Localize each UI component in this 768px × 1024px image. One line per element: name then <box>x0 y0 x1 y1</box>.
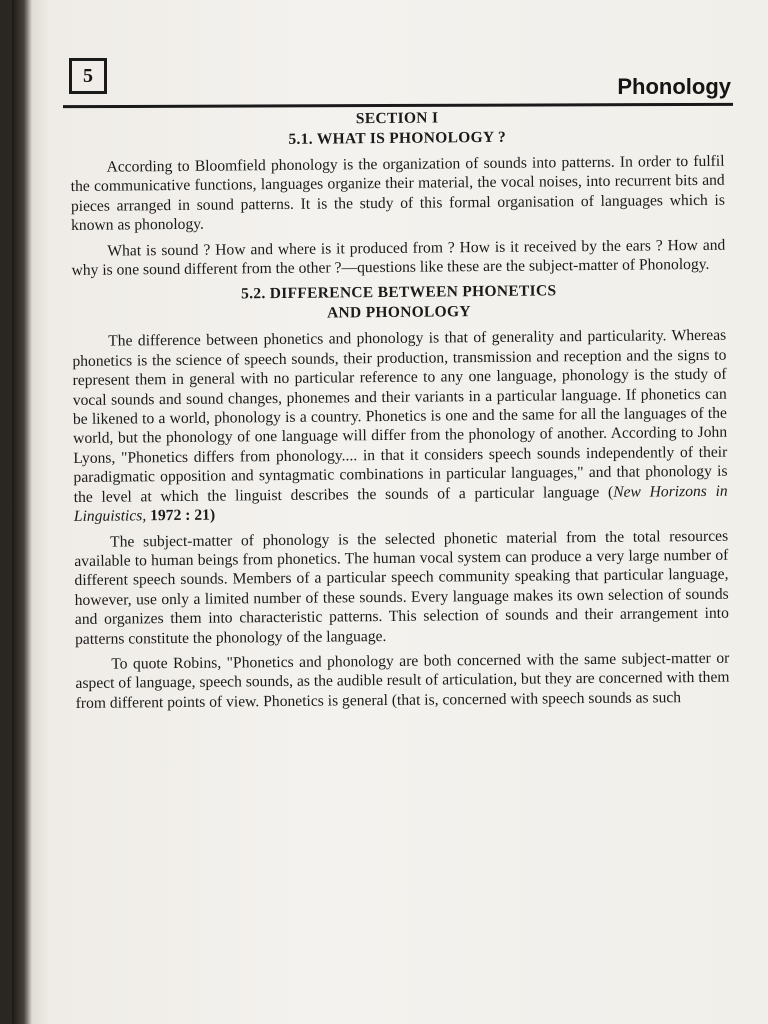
heading-difference-line1: 5.2. DIFFERENCE BETWEEN PHONETICS <box>241 282 557 303</box>
page-header <box>59 48 735 110</box>
book-page <box>12 0 768 1024</box>
paragraph-subject-matter: The subject-matter of phonology is the selected phonetic material from the total resources available to human beings from phonetics. The human vocal system can produce a very large number of different speech sounds. Members of a particular speech community speaking that particular language, however, use only a limited number of these sounds. Every language makes its own selection of sounds and organizes them into characteristic patterns. This selection of sounds and their arrangement into patterns constitute the phonology of the language. <box>74 527 729 648</box>
heading-what-is-phonology: 5.1. WHAT IS PHONOLOGY ? <box>288 128 507 148</box>
paragraph-difference-text: The difference between phonetics and phonology is that of generality and particularity. Whereas phonetics is the science of speech sounds, their production, transmission and reception and the signs to represent them in general with no particular reference to any one language, phonology is the study of vocal sounds and sound changes, phonemes and their variants in a particular language. If phonetics can be likened to a world, phonology is a country. Phonetics is one and the same for all the languages of the world, but the phonology of one language will differ from the phonology of another. According to John Lyons, "Phonetics differs from phonology.... in that it considers speech sounds independently of their paradigmatic opposition and syntagmatic combinations in particular languages," and that phonology is the level at which the linguist describes the sounds of a particular language ( <box>72 327 728 506</box>
page-body <box>70 106 730 719</box>
citation-title: New Horizons in Linguistics, <box>73 482 728 526</box>
heading-difference-line2: AND PHONOLOGY <box>326 303 471 322</box>
chapter-number-box: 5 <box>69 58 107 94</box>
book-spine-shadow <box>12 0 32 1024</box>
paragraph-robins-quote: To quote Robins, "Phonetics and phonology are both concerned with the same subject-matter or aspect of language, speech sounds, as the audible result of articulation, but they are concerned with them from different points of view. Phonetics is general (that is, concerned with speech sounds as such <box>75 649 730 712</box>
paragraph-difference <box>72 326 728 526</box>
section-label: SECTION I <box>355 109 439 128</box>
citation-year: 1972 : 21) <box>146 506 216 525</box>
paragraph-what-is-sound: What is sound ? How and where is it produced from ? How is it received by the ears ? How and why is one sound different from the other ?—questions like these are the subject-matter of Phonology. <box>71 236 726 280</box>
paragraph-bloomfield: According to Bloomfield phonology is the organization of sounds into patterns. In order to fulfil the communicative functions, languages organize their material, the vocal noises, into recurrent bits and pieces arranged in sound patterns. It is the study of this formal organisation of languages which is known as phonology. <box>70 152 725 235</box>
running-title: Phonology <box>617 74 731 99</box>
